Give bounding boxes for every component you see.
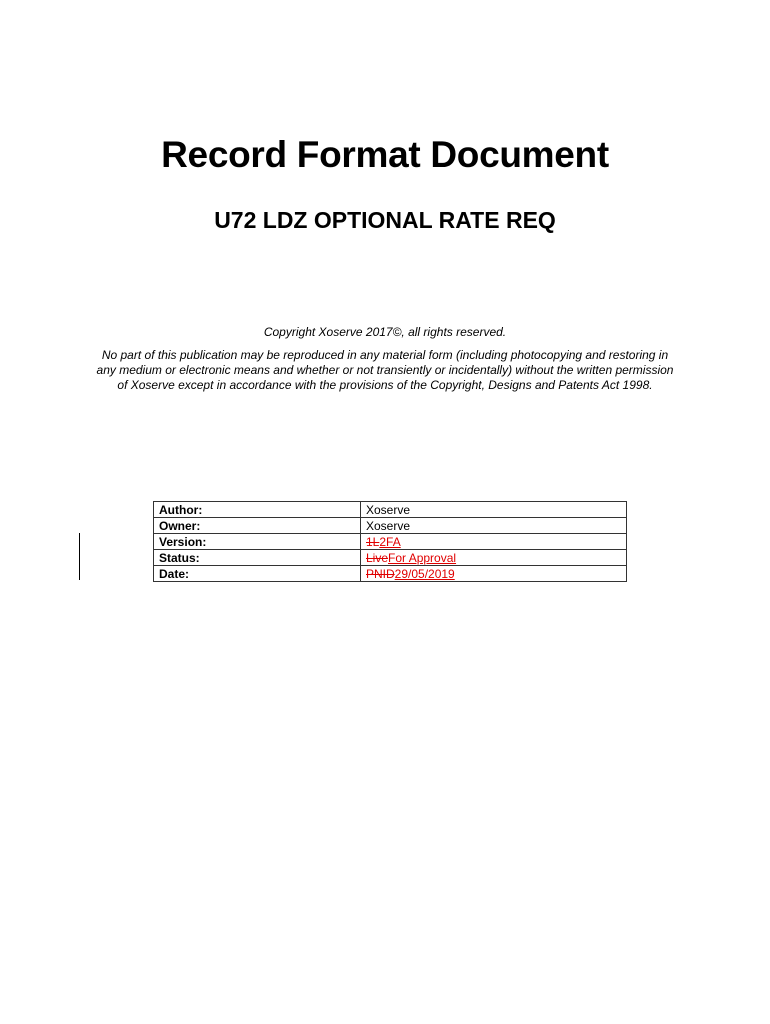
document-metadata-table — [153, 501, 627, 582]
date-deleted-text: PNID — [366, 567, 395, 581]
copyright-notice: No part of this publication may be reproduced in any material form (including photocopying and restoring in any medium or electronic means and whether or not transiently or incidentally) without the written permission of Xoserve except in accordance with the provisions of the Copyright, Designs and Patents Act 1998. — [96, 348, 674, 392]
table-row — [154, 518, 627, 534]
copyright-line: Copyright Xoserve 2017©, all rights reserved. — [263, 325, 507, 339]
version-value — [361, 534, 627, 550]
status-inserted-text: For Approval — [388, 551, 457, 565]
status-label: Status: — [154, 550, 361, 566]
document-title: Record Format Document — [161, 134, 609, 175]
date-inserted-text: 29/05/2019 — [394, 567, 455, 581]
table-row — [154, 566, 627, 582]
owner-label: Owner: — [154, 518, 361, 534]
table-row — [154, 550, 627, 566]
version-inserted-text: 2FA — [379, 535, 401, 549]
date-value — [361, 566, 627, 582]
document-subtitle: U72 LDZ OPTIONAL RATE REQ — [214, 207, 556, 233]
author-value: Xoserve — [361, 502, 627, 518]
version-label: Version: — [154, 534, 361, 550]
revision-change-bar — [79, 533, 80, 580]
version-deleted-text: 1L — [366, 535, 380, 549]
date-label: Date: — [154, 566, 361, 582]
status-deleted-text: Live — [366, 551, 389, 565]
owner-value: Xoserve — [361, 518, 627, 534]
table-row — [154, 534, 627, 550]
status-value — [361, 550, 627, 566]
table-row — [154, 502, 627, 518]
author-label: Author: — [154, 502, 361, 518]
